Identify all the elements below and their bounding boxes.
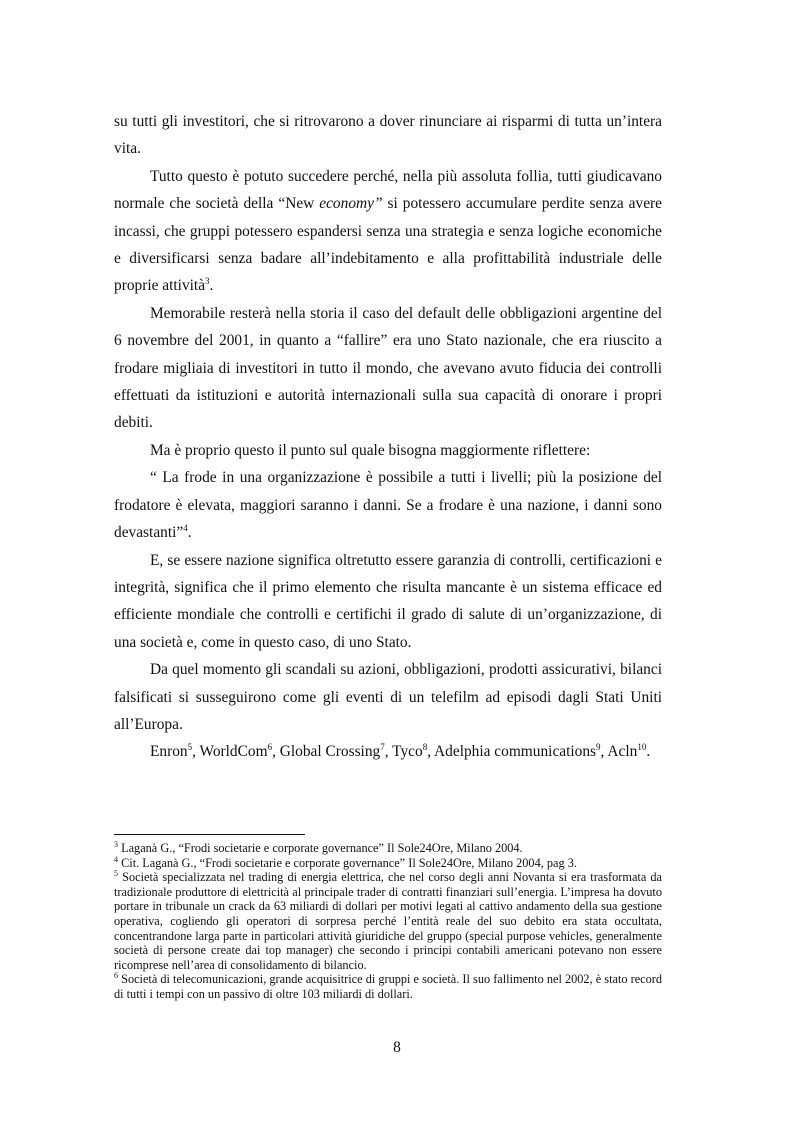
paragraph-1: su tutti gli investitori, che si ritrovarono a dover rinunciare ai risparmi di tutta un’intera vita. [114, 113, 662, 158]
paragraph-4: Ma è proprio questo il punto sul quale bisogna maggiormente riflettere: [150, 441, 591, 459]
paragraph-2: Tutto questo è potuto succedere perché, nella più assoluta follia, tutti giudicavano normale che società della “New economy” si potessero accumulare perdite senza avere incassi, che gruppi potessero espandersi senza una strategia e senza logiche economiche e diversificarsi senza badare all’indebitamento e alla profittabilità industriale delle proprie attività$^3$. [114, 167, 662, 295]
paragraph-8-company-list: Enron$^5$, WorldCom$^6$, Global Crossing$^7$, Tyco$^8$, Adelphia communications$^9$, Acln$^{10}$. [150, 742, 651, 761]
footnote-separator [114, 834, 305, 835]
footnote-ref: 3 [205, 276, 210, 287]
footnote-3: $^3$ Laganà G., “Frodi societarie e corporate governance” Il Sole24Ore, Milano 2004. [114, 839, 523, 855]
footnote-ref: 7 [380, 742, 385, 753]
paragraph-5-quote: “ La frode in una organizzazione è possibile a tutti i livelli; più la posizione del frodatore è elevata, maggiori saranno i danni. Se a frodare è una nazione, i danni sono devastanti”$^4$. [114, 469, 662, 542]
footnote-ref: 4 [183, 522, 188, 533]
paragraph-7: Da quel momento gli scandali su azioni, obbligazioni, prodotti assicurativi, bilanci falsificati si susseguirono come gli eventi di un telefilm ad episodi dagli Stati Uniti all’Europa. [114, 661, 662, 733]
footnote-5: $^5$ Società specializzata nel trading di energia elettrica, che nel corso degli anni Novanta si era trasformata da tradizionale produttore di elettricità al principale trader di contratti finanziari sull’energia. L’impresa ha dovuto portare in tribunale un crack da 63 miliardi di dollari per motivi legati al cattivo andamento della sua gestione operativa, cogliendo gli operatori di sorpresa perché l’entità reale del suo debito era stata occultata, concentrandone larga parte in particolari attività giuridiche del gruppo (special purpose vehicles, generalmente società di persone create dai top manager) che secondo i principi contabili americani potevano non essere ricomprese nell’area di consolidamento di bilancio. [114, 869, 662, 972]
page-number: 8 [393, 1039, 401, 1056]
footnote-6: $^6$ Società di telecomunicazioni, grande acquisitrice di gruppi e società. Il suo fallimento nel 2002, è stato record di tutti i tempi con un passivo di oltre 103 miliardi di dollari. [114, 971, 663, 1001]
footnotes [114, 841, 662, 1002]
footnote-ref: 9 [596, 742, 601, 753]
footnote-4: $^4$ Cit. Laganà G., “Frodi societarie e corporate governance” Il Sole24Ore, Milano 2004, pag 3. [114, 854, 577, 870]
footnote-ref: 8 [422, 742, 428, 753]
footnote-ref: 5 [187, 742, 193, 753]
main-text [114, 108, 662, 766]
paragraph-6: E, se essere nazione significa oltretutto essere garanzia di controlli, certificazioni e integrità, significa che il primo elemento che risulta mancante è un sistema efficace ed efficiente mondiale che controlli e certifichi il grado di salute di un’organizzazione, di una società e, come in questo caso, di uno Stato. [114, 551, 662, 651]
footnote-ref: 6 [267, 742, 273, 753]
footnote-ref: 10 [637, 742, 647, 753]
paragraph-3: Memorabile resterà nella storia il caso del default delle obbligazioni argentine del 6 novembre del 2001, in quanto a “fallire” era uno Stato nazionale, che era riuscito a frodare migliaia di investitori in tutto il mondo, che avevano avuto fiducia dei controlli effettuati da istituzioni e autorità internazionali sulla sua capacità di onorare i propri debiti. [114, 304, 662, 432]
